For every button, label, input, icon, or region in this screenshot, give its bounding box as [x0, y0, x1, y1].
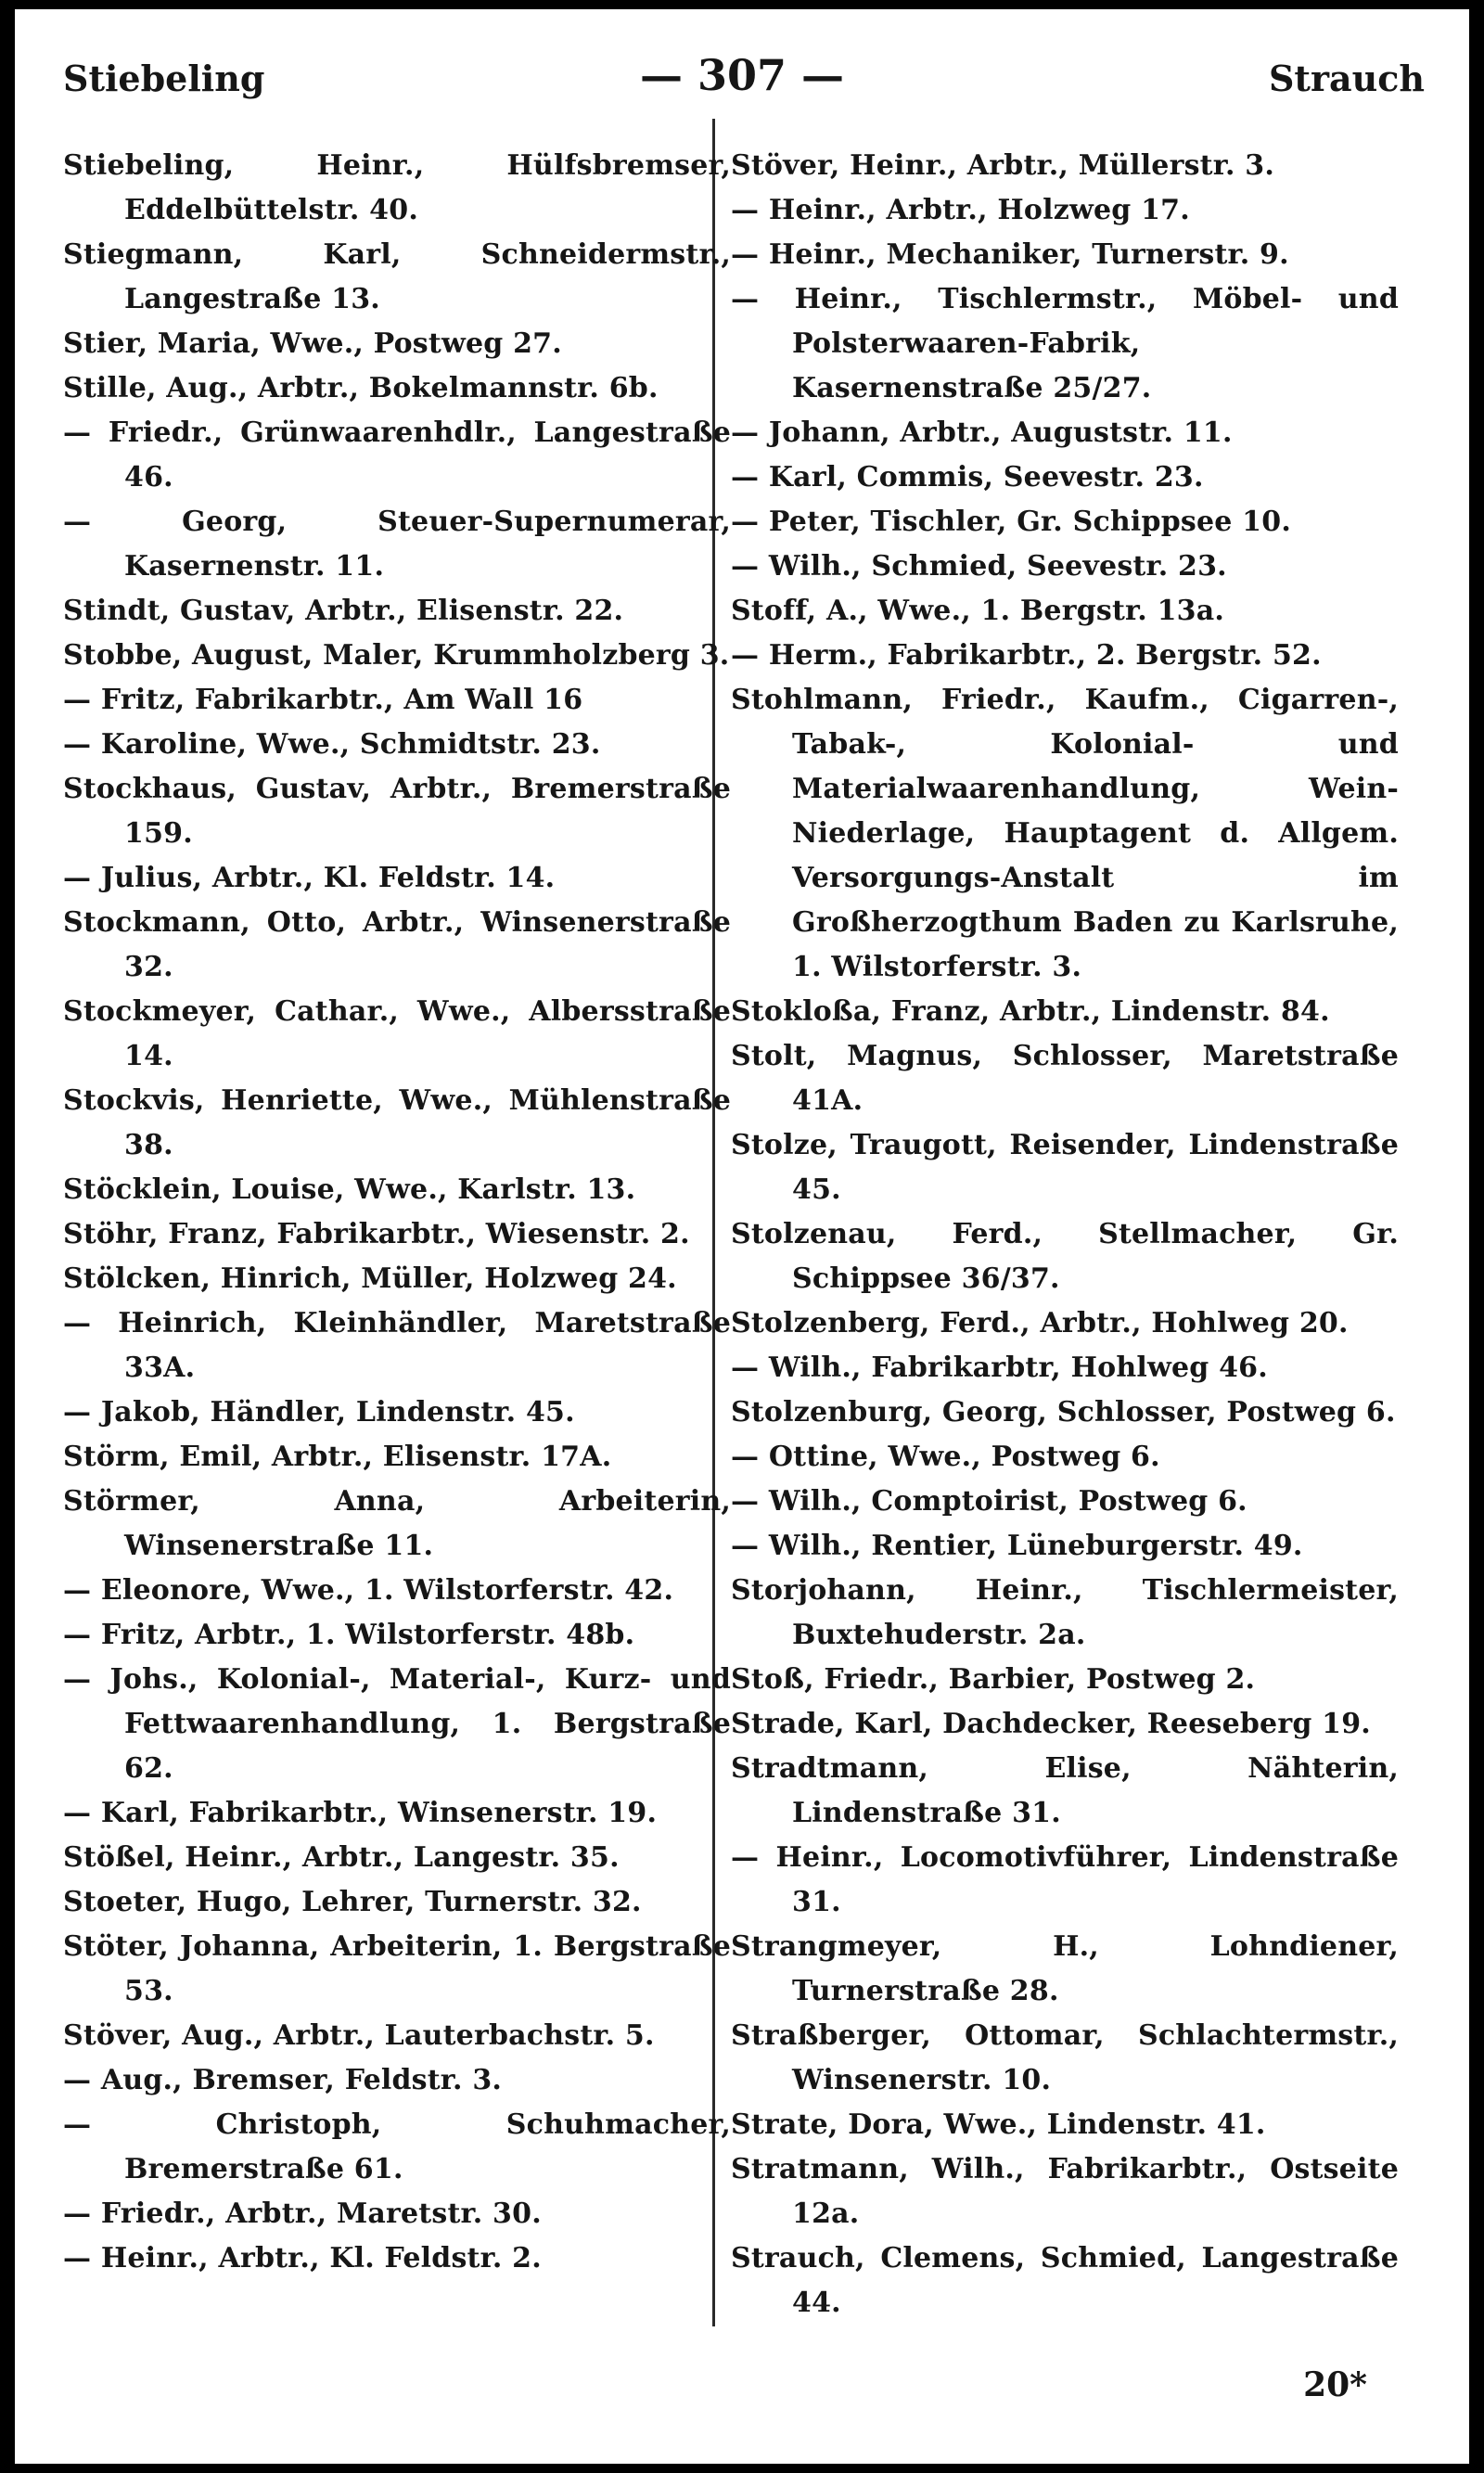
directory-entry: — Heinr., Mechaniker, Turnerstr. 9. — [731, 238, 1289, 271]
directory-entry: Stoß, Friedr., Barbier, Postweg 2. — [731, 1663, 1256, 1696]
directory-entry: Stockmeyer, Cathar., Wwe., Albersstraße 14. — [63, 995, 731, 1072]
directory-entry: Stindt, Gustav, Arbtr., Elisenstr. 22. — [63, 595, 624, 627]
directory-entry: Stratmann, Wilh., Fabrikarbtr., Ostseite 12a. — [731, 2153, 1399, 2230]
directory-entry: — Wilh., Comptoirist, Postweg 6. — [731, 1485, 1247, 1518]
directory-entry: Stier, Maria, Wwe., Postweg 27. — [63, 327, 562, 360]
directory-entry: Stoff, A., Wwe., 1. Bergstr. 13a. — [731, 595, 1225, 627]
directory-entry: Stiegmann, Karl, Schneidermstr., Langestraße 13. — [63, 238, 731, 315]
directory-entry: Stöver, Aug., Arbtr., Lauterbachstr. 5. — [63, 2019, 655, 2052]
directory-entry: — Karoline, Wwe., Schmidtstr. 23. — [63, 728, 601, 761]
directory-entry: — Heinr., Arbtr., Holzweg 17. — [731, 194, 1190, 226]
left-column — [63, 144, 731, 2281]
directory-entry: — Friedr., Arbtr., Maretstr. 30. — [63, 2198, 542, 2230]
directory-entry: Stille, Aug., Arbtr., Bokelmannstr. 6b. — [63, 372, 659, 404]
directory-entry: Storjohann, Heinr., Tischlermeister, Buxtehuderstr. 2a. — [731, 1574, 1399, 1651]
directory-entry: Stoeter, Hugo, Lehrer, Turnerstr. 32. — [63, 1886, 642, 1918]
directory-entry: Stöhr, Franz, Fabrikarbtr., Wiesenstr. 2. — [63, 1218, 690, 1250]
directory-entry: — Herm., Fabrikarbtr., 2. Bergstr. 52. — [731, 639, 1322, 672]
directory-entry: Stockvis, Henriette, Wwe., Mühlenstraße 38. — [63, 1084, 731, 1161]
directory-entry: Stockmann, Otto, Arbtr., Winsenerstraße 32. — [63, 906, 731, 983]
directory-entry: Stöver, Heinr., Arbtr., Müllerstr. 3. — [731, 149, 1274, 182]
directory-entry: — Wilh., Rentier, Lüneburgerstr. 49. — [731, 1530, 1303, 1562]
directory-entry: — Jakob, Händler, Lindenstr. 45. — [63, 1396, 575, 1429]
directory-entry: — Karl, Commis, Seevestr. 23. — [731, 461, 1204, 493]
directory-entry: Stiebeling, Heinr., Hülfsbremser, Eddelbüttelstr. 40. — [63, 149, 731, 226]
directory-entry: Stöter, Johanna, Arbeiterin, 1. Bergstraße 53. — [63, 1930, 731, 2007]
directory-entry: Stobbe, August, Maler, Krummholzberg 3. — [63, 639, 730, 672]
directory-entry: Störm, Emil, Arbtr., Elisenstr. 17A. — [63, 1441, 612, 1473]
directory-entry: — Heinrich, Kleinhändler, Maretstraße 33A. — [63, 1307, 731, 1384]
directory-entry: — Friedr., Grünwaarenhdlr., Langestraße 46. — [63, 416, 731, 493]
directory-entry: Stölcken, Hinrich, Müller, Holzweg 24. — [63, 1262, 677, 1295]
directory-entry: Stokloßa, Franz, Arbtr., Lindenstr. 84. — [731, 995, 1330, 1028]
directory-entry: — Ottine, Wwe., Postweg 6. — [731, 1441, 1160, 1473]
directory-entry: Stradtmann, Elise, Nähterin, Lindenstraße 31. — [731, 1752, 1399, 1829]
directory-entry: Stohlmann, Friedr., Kaufm., Cigarren-, Tabak-, Kolonial- und Materialwaarenhandlung, Wein-Niederlage, Hauptagent d. Allgem. Versorgungs-Anstalt im Großherzogthum Baden zu Karlsruhe, 1. Wilstorferstr. 3. — [731, 684, 1399, 983]
right-column — [731, 144, 1399, 2326]
directory-entry: — Fritz, Fabrikarbtr., Am Wall 16 — [63, 684, 583, 716]
directory-entry: — Peter, Tischler, Gr. Schippsee 10. — [731, 506, 1291, 538]
page-number: — 307 — — [639, 50, 845, 100]
page-header — [15, 50, 1469, 113]
directory-entry: — Karl, Fabrikarbtr., Winsenerstr. 19. — [63, 1797, 658, 1829]
directory-entry: — Georg, Steuer-Supernumerar, Kasernenstr. 11. — [63, 506, 731, 583]
directory-entry: Strade, Karl, Dachdecker, Reeseberg 19. — [731, 1708, 1371, 1740]
directory-entry: — Heinr., Locomotivführer, Lindenstraße 31. — [731, 1841, 1399, 1918]
directory-entry: — Wilh., Fabrikarbtr, Hohlweg 46. — [731, 1352, 1268, 1384]
directory-entry: — Wilh., Schmied, Seevestr. 23. — [731, 550, 1227, 583]
directory-entry: Stöcklein, Louise, Wwe., Karlstr. 13. — [63, 1173, 636, 1206]
directory-entry: — Julius, Arbtr., Kl. Feldstr. 14. — [63, 862, 556, 894]
directory-entry: — Fritz, Arbtr., 1. Wilstorferstr. 48b. — [63, 1619, 635, 1651]
directory-entry: Stolzenburg, Georg, Schlosser, Postweg 6. — [731, 1396, 1396, 1429]
directory-entry: — Johs., Kolonial-, Material-, Kurz- und Fettwaarenhandlung, 1. Bergstraße 62. — [63, 1663, 731, 1785]
signature-mark: 20* — [1303, 2365, 1367, 2404]
directory-entry: Strauch, Clemens, Schmied, Langestraße 44. — [731, 2242, 1399, 2319]
directory-entry: Stolt, Magnus, Schlosser, Maretstraße 41A. — [731, 1040, 1399, 1117]
directory-entry: Stolzenau, Ferd., Stellmacher, Gr. Schippsee 36/37. — [731, 1218, 1399, 1295]
directory-entry: Strangmeyer, H., Lohndiener, Turnerstraße 28. — [731, 1930, 1399, 2007]
directory-entry: Stolzenberg, Ferd., Arbtr., Hohlweg 20. — [731, 1307, 1349, 1339]
header-left-catchword: Stiebeling — [63, 58, 265, 99]
directory-entry: Straßberger, Ottomar, Schlachtermstr., Winsenerstr. 10. — [731, 2019, 1399, 2096]
directory-entry: Stolze, Traugott, Reisender, Lindenstraße 45. — [731, 1129, 1399, 1206]
directory-entry: — Eleonore, Wwe., 1. Wilstorferstr. 42. — [63, 1574, 674, 1607]
directory-entry: — Johann, Arbtr., Auguststr. 11. — [731, 416, 1233, 449]
directory-entry: — Christoph, Schuhmacher, Bremerstraße 61. — [63, 2108, 731, 2185]
directory-entry: — Aug., Bremser, Feldstr. 3. — [63, 2064, 503, 2096]
directory-entry: Störmer, Anna, Arbeiterin, Winsenerstraße 11. — [63, 1485, 731, 1562]
directory-entry: Strate, Dora, Wwe., Lindenstr. 41. — [731, 2108, 1266, 2141]
directory-entry: — Heinr., Arbtr., Kl. Feldstr. 2. — [63, 2242, 542, 2274]
directory-entry: — Heinr., Tischlermstr., Möbel- und Polsterwaaren-Fabrik, Kasernenstraße 25/27. — [731, 283, 1399, 404]
directory-entry: Stößel, Heinr., Arbtr., Langestr. 35. — [63, 1841, 620, 1874]
header-right-catchword: Strauch — [1268, 58, 1425, 99]
directory-page — [15, 9, 1469, 2464]
directory-entry: Stockhaus, Gustav, Arbtr., Bremerstraße 159. — [63, 773, 731, 850]
